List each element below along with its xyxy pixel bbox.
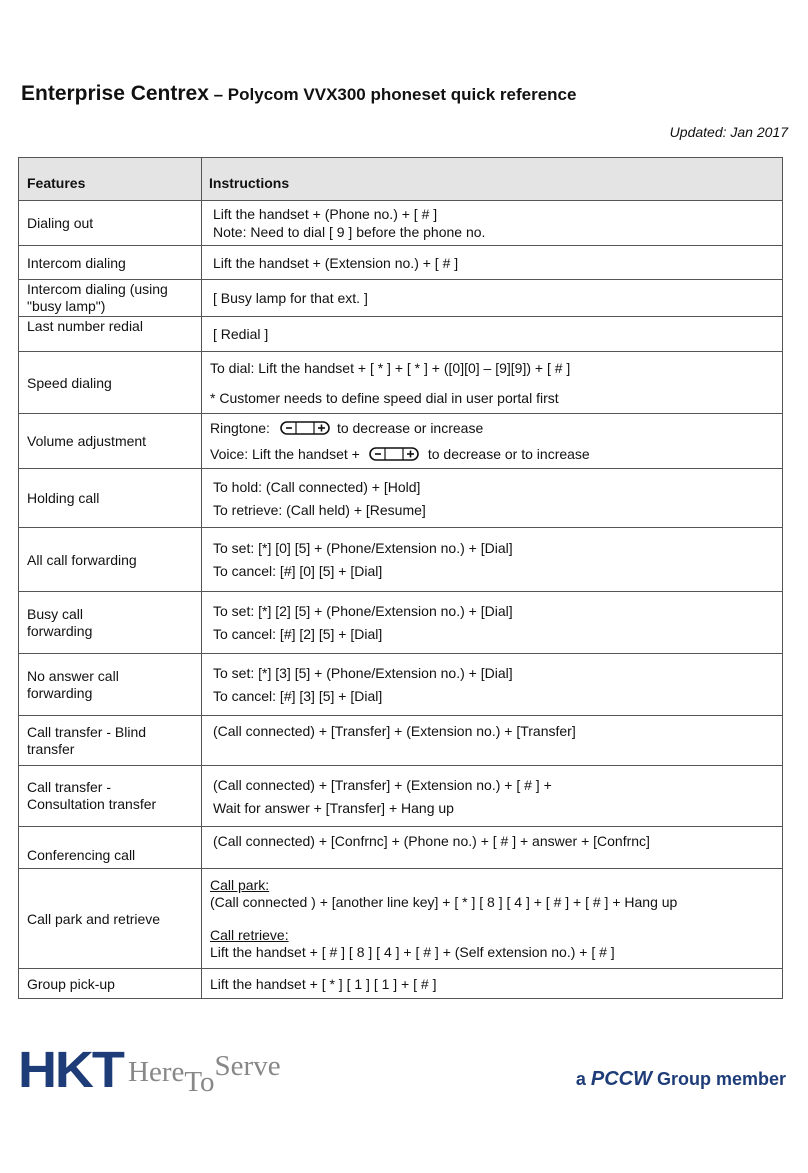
instruction-line: * Customer needs to define speed dial in user portal first	[210, 389, 559, 406]
table-row	[19, 592, 783, 654]
instruction-cell	[202, 201, 783, 246]
table-row	[19, 469, 783, 528]
instruction-line: Note: Need to dial [ 9 ] before the phone no.	[213, 224, 486, 240]
volume-rocker-icon	[280, 421, 330, 435]
table-row	[19, 654, 783, 716]
instruction-text: to decrease or to increase	[427, 446, 590, 462]
pccw-brand: PCCW	[590, 1068, 652, 1090]
slogan	[128, 1050, 281, 1098]
instruction-cell	[202, 317, 783, 352]
table-row	[19, 969, 783, 999]
reference-table	[18, 157, 783, 999]
instruction-cell	[202, 469, 783, 528]
table-row	[19, 280, 783, 317]
instruction-line: Lift the handset + (Phone no.) + [ # ]	[213, 206, 438, 222]
feature-cell	[19, 716, 202, 766]
header-instructions: Instructions	[202, 158, 783, 201]
instruction-cell	[202, 352, 783, 414]
instruction-text: Voice: Lift the handset +	[210, 446, 360, 462]
table-row	[19, 352, 783, 414]
instruction-cell	[202, 869, 783, 969]
feature-cell: Group pick-up	[19, 969, 202, 999]
feature-cell: Intercom dialing	[19, 246, 202, 280]
instruction-line: [ Busy lamp for that ext. ]	[213, 290, 368, 306]
table-row	[19, 869, 783, 969]
table-row	[19, 528, 783, 592]
slogan-to: To	[184, 1066, 215, 1098]
pccw-member-logo	[576, 1068, 786, 1091]
member-suffix: Group member	[651, 1069, 786, 1089]
feature-text: Call transfer - Blind transfer	[27, 723, 147, 757]
instruction-line: To cancel: [#] [0] [5] + [Dial]	[213, 563, 383, 579]
instruction-cell	[202, 528, 783, 592]
hkt-wordmark: HKT	[18, 1041, 123, 1098]
table-row	[19, 716, 783, 766]
instruction-line: [ Redial ]	[213, 326, 269, 342]
title-main: Enterprise Centrex	[21, 82, 209, 105]
table-row	[19, 414, 783, 469]
instruction-line: (Call connected) + [Transfer] + (Extension no.) + [Transfer]	[213, 723, 576, 739]
instruction-cell	[202, 766, 783, 827]
instruction-cell	[202, 716, 783, 766]
table-row	[19, 246, 783, 280]
instruction-cell	[202, 969, 783, 999]
page-title	[21, 82, 576, 106]
feature-cell	[19, 766, 202, 827]
feature-cell: Dialing out	[19, 201, 202, 246]
instruction-line: (Call connected) + [Confrnc] + (Phone no.) + [ # ] + answer + [Confrnc]	[213, 833, 650, 849]
feature-cell: Call park and retrieve	[19, 869, 202, 969]
updated-date: Updated: Jan 2017	[669, 124, 788, 140]
feature-text: No answer call forwarding	[27, 667, 119, 701]
instruction-line: To set: [*] [2] [5] + (Phone/Extension no.) + [Dial]	[213, 603, 513, 619]
instruction-line: To set: [*] [0] [5] + (Phone/Extension no.) + [Dial]	[213, 540, 513, 556]
header-features: Features	[19, 158, 202, 201]
instruction-line: To retrieve: (Call held) + [Resume]	[213, 501, 426, 518]
feature-cell: Volume adjustment	[19, 414, 202, 469]
instruction-line: Wait for answer + [Transfer] + Hang up	[213, 799, 454, 816]
instruction-text: Ringtone:	[210, 420, 270, 436]
instruction-cell	[202, 414, 783, 469]
feature-text: Busy call forwarding	[27, 605, 93, 639]
instruction-cell	[202, 654, 783, 716]
slogan-here: Here	[128, 1056, 185, 1088]
volume-rocker-icon	[369, 447, 419, 461]
feature-cell: Last number redial	[19, 317, 202, 352]
feature-cell: Conferencing call	[19, 827, 202, 869]
member-prefix: a	[575, 1069, 591, 1089]
feature-cell	[19, 592, 202, 654]
hkt-logo	[18, 1040, 281, 1098]
instruction-line: To dial: Lift the handset + [ * ] + [ * ] + ([0][0] – [9][9]) + [ # ]	[210, 359, 571, 376]
table-header-row	[19, 158, 783, 201]
instruction-line: Lift the handset + (Extension no.) + [ # ]	[213, 254, 459, 271]
instruction-line: To hold: (Call connected) + [Hold]	[213, 478, 421, 495]
instruction-text: to decrease or increase	[336, 420, 484, 436]
instruction-cell	[202, 246, 783, 280]
feature-cell: All call forwarding	[19, 528, 202, 592]
instruction-line: To cancel: [#] [2] [5] + [Dial]	[213, 626, 383, 642]
title-sub: – Polycom VVX300 phoneset quick reference	[208, 85, 577, 104]
instruction-line: Lift the handset + [ # ] [ 8 ] [ 4 ] + [ # ] + (Self extension no.) + [ # ]	[210, 943, 615, 960]
instruction-cell	[202, 592, 783, 654]
instruction-line: (Call connected) + [Transfer] + (Extension no.) + [ # ] +	[213, 776, 552, 793]
table-row	[19, 317, 783, 352]
table-row	[19, 201, 783, 246]
instruction-line: To set: [*] [3] [5] + (Phone/Extension no.) + [Dial]	[213, 665, 513, 681]
instruction-cell	[202, 827, 783, 869]
slogan-serve: Serve	[214, 1050, 281, 1082]
table-row	[19, 766, 783, 827]
feature-cell	[19, 654, 202, 716]
instruction-line: Lift the handset + [ * ] [ 1 ] [ 1 ] + [ # ]	[210, 975, 437, 992]
feature-text: Call transfer - Consultation transfer	[27, 779, 157, 812]
feature-cell: Intercom dialing (using "busy lamp")	[19, 280, 202, 317]
instruction-cell	[202, 280, 783, 317]
instruction-heading: Call park:	[210, 876, 270, 893]
feature-cell: Holding call	[19, 469, 202, 528]
instruction-line: To cancel: [#] [3] [5] + [Dial]	[213, 688, 383, 704]
instruction-heading: Call retrieve:	[210, 926, 289, 943]
feature-cell: Speed dialing	[19, 352, 202, 414]
instruction-line: (Call connected ) + [another line key] + [ * ] [ 8 ] [ 4 ] + [ # ] + [ # ] + Hang up	[210, 893, 678, 910]
table-row	[19, 827, 783, 869]
